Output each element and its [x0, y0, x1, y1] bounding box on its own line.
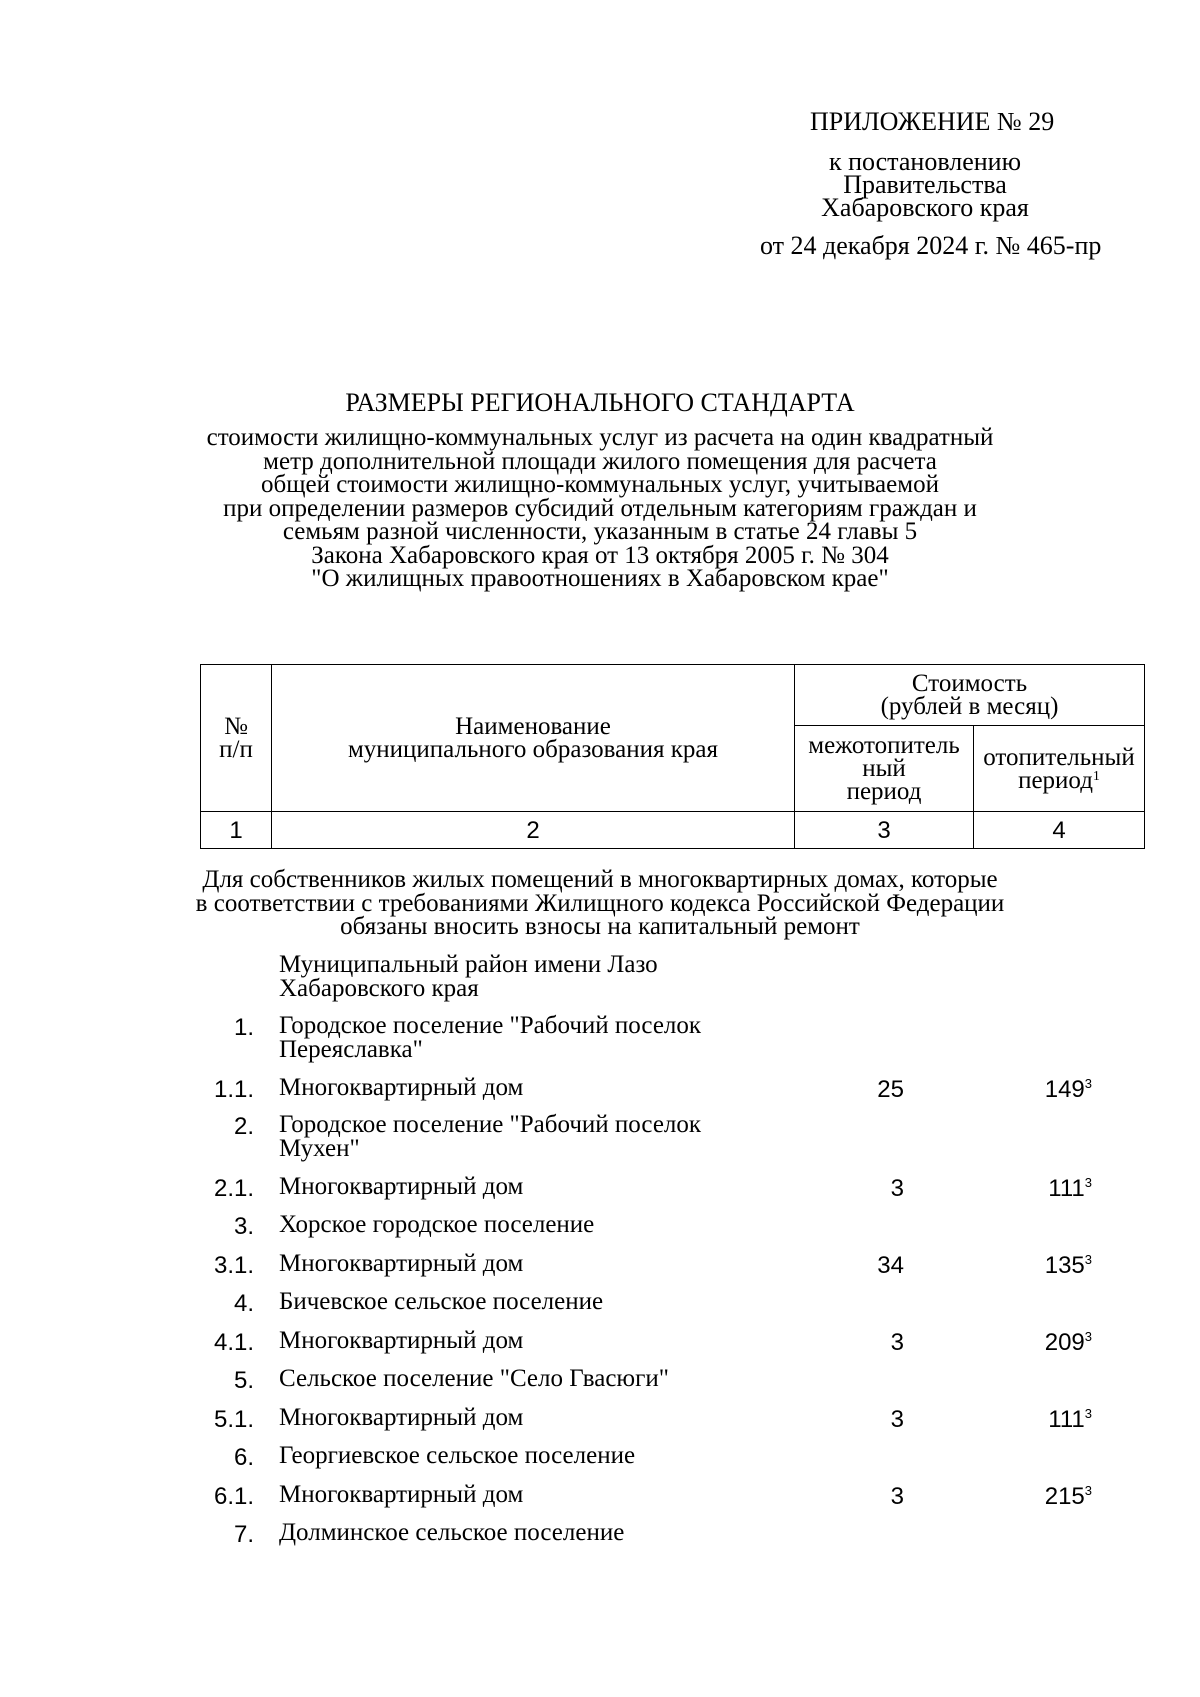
table-header — [200, 664, 1145, 849]
heating-amount: 111 — [1048, 1406, 1085, 1433]
document-subtitle — [150, 426, 1050, 591]
row-name: Многоквартирный дом — [279, 1173, 524, 1200]
column-number-2: 2 — [272, 812, 795, 849]
table-row — [0, 1012, 1200, 1063]
heating-amount: 209 — [1044, 1329, 1085, 1356]
header-col-heating — [974, 726, 1145, 812]
row-number: 1. — [233, 1014, 254, 1041]
header-inter-line1: межотопитель — [808, 732, 960, 759]
row-name-line1: Муниципальный район имени Лазо — [279, 951, 658, 978]
subtitle-line: "О жилищных правоотношениях в Хабаровском крае" — [311, 565, 889, 592]
header-cost-line1: Стоимость — [911, 670, 1028, 697]
row-heating-value — [1045, 1329, 1092, 1357]
row-number: 6. — [233, 1444, 254, 1471]
row-name: Многоквартирный дом — [279, 1327, 524, 1354]
row-name: Георгиевское сельское поселение — [279, 1442, 636, 1469]
row-name-line1: Городское поселение "Рабочий поселок — [279, 1012, 702, 1039]
row-name-line2: Переяславка" — [279, 1036, 423, 1063]
subtitle-line: общей стоимости жилищно-коммунальных услуг, учитываемой — [261, 471, 939, 498]
header-heat-line1: отопительный — [983, 743, 1135, 771]
column-number-1: 1 — [201, 812, 272, 849]
row-name-line1: Городское поселение "Рабочий поселок — [279, 1111, 702, 1138]
row-number: 4. — [233, 1290, 254, 1317]
header-col-number — [201, 665, 272, 812]
row-number: 5.1. — [213, 1406, 254, 1433]
header-col-cost — [795, 665, 1145, 726]
table-row — [0, 1444, 1200, 1474]
appendix-date: от 24 декабря 2024 г. № 465-пр — [760, 231, 1102, 260]
row-heating-value — [1045, 1252, 1092, 1280]
header-name-line1: Наименование — [455, 713, 611, 740]
row-interheating-value: 25 — [877, 1076, 904, 1103]
row-name — [279, 1014, 799, 1062]
row-name: Многоквартирный дом — [279, 1250, 524, 1277]
table-row — [0, 951, 1200, 1002]
footnote-marker: 1 — [1092, 768, 1100, 784]
heating-amount: 135 — [1044, 1252, 1085, 1279]
row-interheating-value: 3 — [890, 1406, 904, 1433]
row-interheating-value: 34 — [877, 1252, 904, 1279]
row-heating-value — [1048, 1175, 1092, 1203]
document-title: РАЗМЕРЫ РЕГИОНАЛЬНОГО СТАНДАРТА — [345, 388, 855, 417]
row-number: 7. — [233, 1521, 254, 1548]
row-number: 6.1. — [213, 1483, 254, 1510]
header-heat-line2 — [974, 766, 1144, 794]
footnote-marker: 3 — [1084, 1076, 1092, 1091]
header-number-symbol: № — [224, 713, 248, 740]
row-name-line2: Мухен" — [279, 1135, 360, 1162]
header-col-name — [272, 665, 795, 812]
table-row — [0, 1175, 1200, 1205]
row-number: 3. — [233, 1213, 254, 1240]
appendix-reference — [720, 147, 1130, 222]
row-interheating-value: 3 — [890, 1329, 904, 1356]
row-name-line2: Хабаровского края — [279, 975, 479, 1002]
table-row — [0, 1329, 1200, 1359]
row-number: 1.1. — [213, 1076, 254, 1103]
row-number: 2. — [233, 1113, 254, 1140]
footnote-marker: 3 — [1084, 1406, 1092, 1421]
row-name: Сельское поселение "Село Гвасюги" — [279, 1365, 669, 1392]
row-heating-value — [1045, 1483, 1092, 1511]
header-inter-line3: период — [846, 778, 922, 805]
column-number-3: 3 — [795, 812, 974, 849]
row-interheating-value: 3 — [890, 1483, 904, 1510]
row-number: 2.1. — [213, 1175, 254, 1202]
appendix-line1: к постановлению — [828, 147, 1022, 176]
table-row — [0, 1111, 1200, 1162]
footnote-marker: 3 — [1084, 1175, 1092, 1190]
row-heating-value — [1045, 1076, 1092, 1104]
row-number: 5. — [233, 1367, 254, 1394]
row-name: Долминское сельское поселение — [279, 1519, 625, 1546]
row-number: 4.1. — [213, 1329, 254, 1356]
appendix-line2: Правительства — [843, 170, 1007, 199]
subtitle-line: при определении размеров субсидий отдельным категориям граждан и — [223, 494, 977, 522]
section-heading-line: в соответствии с требованиями Жилищного кодекса Российской Федерации — [195, 889, 1005, 917]
row-name: Бичевское сельское поселение — [279, 1288, 604, 1315]
header-number-abbrev: п/п — [219, 736, 253, 763]
table-row — [0, 1076, 1200, 1106]
header-cost-line2: (рублей в месяц) — [880, 693, 1059, 720]
table-row — [0, 1290, 1200, 1320]
header-name-line2: муниципального образования края — [347, 736, 719, 763]
row-interheating-value: 3 — [890, 1175, 904, 1202]
row-name: Хорское городское поселение — [279, 1211, 595, 1238]
table-row — [0, 1406, 1200, 1436]
table-row — [0, 1213, 1200, 1243]
heating-amount: 215 — [1044, 1483, 1085, 1510]
row-name: Многоквартирный дом — [279, 1074, 524, 1101]
row-name: Многоквартирный дом — [279, 1481, 524, 1508]
row-name: Многоквартирный дом — [279, 1404, 524, 1431]
section-heading-line: обязаны вносить взносы на капитальный ремонт — [340, 913, 860, 940]
appendix-title: ПРИЛОЖЕНИЕ № 29 — [810, 107, 1055, 136]
row-name — [279, 953, 799, 1001]
footnote-marker: 3 — [1084, 1483, 1092, 1498]
table-row — [0, 1367, 1200, 1397]
heating-amount: 111 — [1048, 1175, 1085, 1202]
section-heading — [150, 868, 1050, 939]
appendix-line3: Хабаровского края — [821, 193, 1029, 222]
table-row — [0, 1252, 1200, 1282]
row-heating-value — [1048, 1406, 1092, 1434]
row-number: 3.1. — [213, 1252, 254, 1279]
footnote-marker: 3 — [1084, 1252, 1092, 1267]
header-heat-period: период — [1018, 766, 1093, 794]
column-number-4: 4 — [974, 812, 1145, 849]
section-heading-line: Для собственников жилых помещений в многоквартирных домах, которые — [202, 866, 998, 893]
footnote-marker: 3 — [1084, 1329, 1092, 1344]
heating-amount: 149 — [1044, 1076, 1085, 1103]
row-name — [279, 1113, 799, 1161]
header-inter-line2: ный — [862, 755, 906, 782]
subtitle-line: стоимости жилищно-коммунальных услуг из расчета на один квадратный — [206, 424, 994, 451]
table-row — [0, 1521, 1200, 1551]
subtitle-line: семьям разной численности, указанным в статье 24 главы 5 — [282, 518, 918, 545]
table-row — [0, 1483, 1200, 1513]
subtitle-line: Закона Хабаровского края от 13 октября 2005 г. № 304 — [311, 541, 889, 569]
subtitle-line: метр дополнительной площади жилого помещения для расчета — [263, 447, 937, 475]
header-col-interheating — [795, 726, 974, 812]
